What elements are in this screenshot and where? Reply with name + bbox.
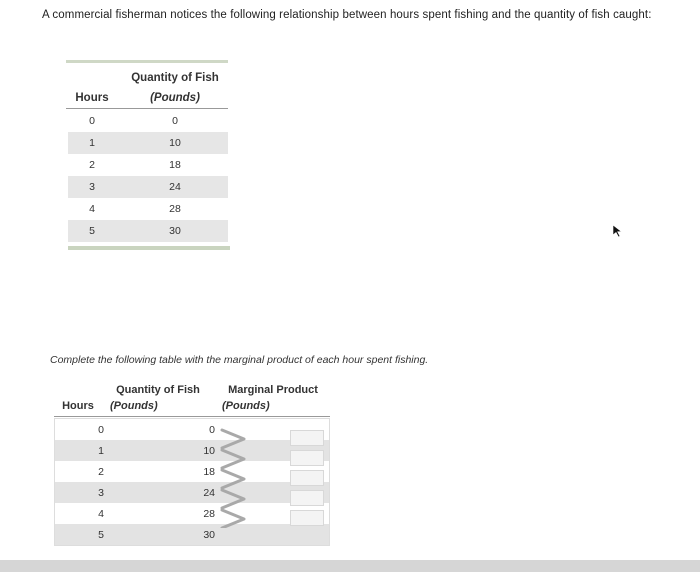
cell-hours: 2	[89, 159, 95, 171]
table-row	[55, 503, 329, 524]
cell-quantity: 0	[172, 115, 178, 127]
marginal-product-input-5[interactable]	[290, 510, 324, 526]
cell-hours: 3	[89, 181, 95, 193]
cell-hours: 0	[89, 115, 95, 127]
cell-hours: 5	[89, 225, 95, 237]
marginal-product-input-2[interactable]	[290, 450, 324, 466]
table-body	[68, 110, 228, 242]
header-marginal-product: Marginal Product	[228, 384, 318, 396]
marginal-product-table	[54, 384, 330, 548]
cell-quantity: 30	[169, 225, 181, 237]
marginal-product-inputs	[290, 430, 326, 530]
cell-quantity: 24	[169, 181, 181, 193]
table-bottom-border	[68, 246, 230, 250]
header-quantity: Quantity of Fish	[131, 72, 219, 84]
cell-hours: 4	[89, 203, 95, 215]
header-pounds: (Pounds)	[150, 92, 200, 104]
table-row	[68, 132, 228, 154]
table-row	[55, 482, 329, 503]
header-pounds: (Pounds)	[110, 400, 158, 412]
marginal-product-input-1[interactable]	[290, 430, 324, 446]
cell-hours: 1	[89, 137, 95, 149]
header-hours: Hours	[75, 92, 109, 104]
table-row	[55, 440, 329, 461]
question-text: A commercial fisherman notices the following relationship between hours spent fishing and the quantity of fish caught:	[42, 9, 652, 21]
cell-hours: 4	[98, 508, 104, 520]
cell-hours: 0	[98, 424, 104, 436]
table-row	[68, 154, 228, 176]
marginal-product-input-4[interactable]	[290, 490, 324, 506]
table-row	[68, 198, 228, 220]
table-top-border	[66, 60, 228, 63]
table-row	[68, 110, 228, 132]
cell-hours: 2	[98, 466, 104, 478]
header-hours: Hours	[62, 400, 94, 412]
cell-quantity: 18	[169, 159, 181, 171]
cell-quantity: 24	[203, 487, 215, 499]
chevron-bracket-icon	[218, 428, 248, 528]
cell-quantity: 28	[169, 203, 181, 215]
header-divider	[54, 416, 330, 417]
cell-hours: 5	[98, 529, 104, 541]
instruction-text: Complete the following table with the marginal product of each hour spent fishing.	[50, 354, 429, 366]
header-quantity: Quantity of Fish	[116, 384, 200, 396]
cell-hours: 3	[98, 487, 104, 499]
cell-hours: 1	[98, 445, 104, 457]
marginal-product-input-3[interactable]	[290, 470, 324, 486]
header-marginal-pounds: (Pounds)	[222, 400, 270, 412]
cell-quantity: 10	[169, 137, 181, 149]
mouse-pointer-icon	[612, 224, 624, 238]
table-body	[54, 418, 330, 546]
table-row	[68, 176, 228, 198]
cell-quantity: 18	[203, 466, 215, 478]
header-divider	[66, 108, 228, 109]
table-row	[55, 419, 329, 440]
cell-quantity: 28	[203, 508, 215, 520]
table-row	[55, 524, 329, 545]
table-row	[68, 220, 228, 242]
cell-quantity: 0	[209, 424, 215, 436]
cell-quantity: 30	[203, 529, 215, 541]
cell-quantity: 10	[203, 445, 215, 457]
bottom-strip	[0, 560, 700, 572]
table-row	[55, 461, 329, 482]
